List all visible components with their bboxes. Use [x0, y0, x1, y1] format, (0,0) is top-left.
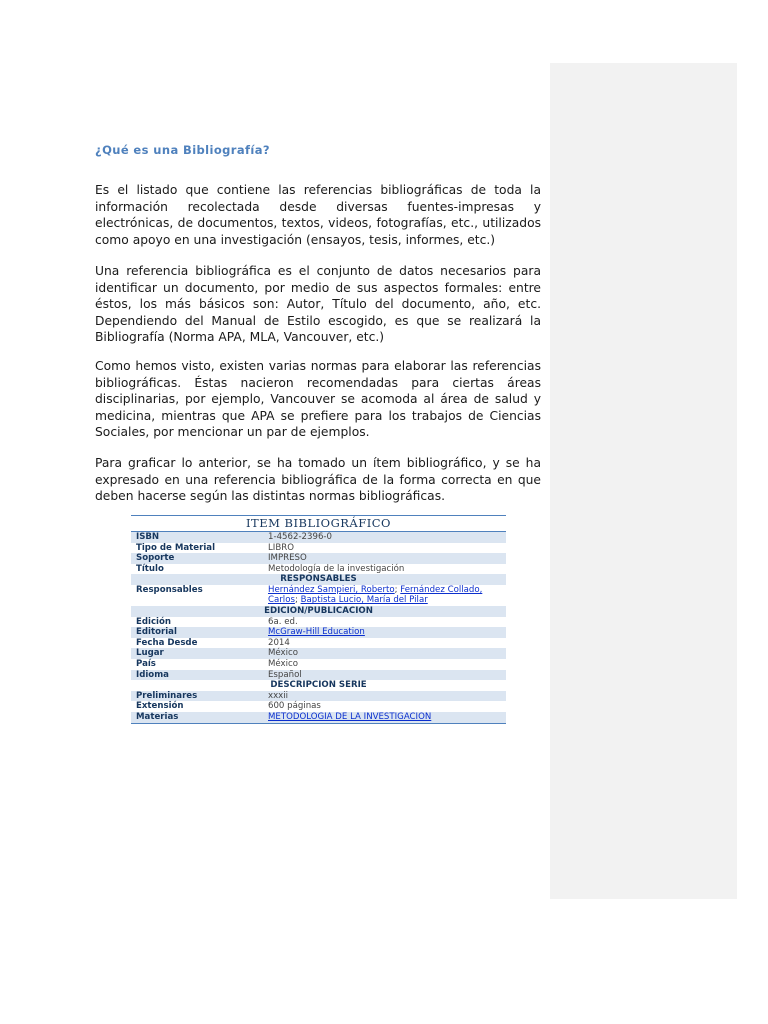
row-label: Idioma: [136, 669, 169, 680]
paragraph-1: Es el listado que contiene las referencias bibliográficas de toda la información recolectada desde diversas fuentes-impresas y electrónicas, de documentos, textos, videos, fotografías, etc., utilizados como apoyo en una investigación (ensayos, tesis, informes, etc.): [95, 183, 541, 247]
table-row-isbn: [131, 532, 506, 543]
table-row-lugar: [131, 648, 506, 659]
row-value: 2014: [268, 637, 290, 648]
row-value: 6a. ed.: [268, 616, 298, 627]
row-value: xxxii: [268, 690, 289, 701]
bibliographic-item-table: [131, 515, 506, 724]
section-edicion: EDICION/PUBLICACION: [131, 606, 506, 617]
row-label: País: [136, 658, 156, 669]
paragraph-2: Una referencia bibliográfica es el conjunto de datos necesarios para identificar un documento, por medio de sus aspectos formales: entre éstos, los más básicos son: Autor, Título del documento, año, etc. Dependiendo del Manual de Estilo escogido, es que se realizará la Bibliografía (Norma APA, MLA, Vancouver, etc.): [95, 264, 541, 345]
table-row-tipo: [131, 543, 506, 554]
section-serie: DESCRIPCION SERIE: [270, 680, 367, 691]
row-label: Título: [136, 563, 164, 574]
row-label: Tipo de Material: [136, 542, 216, 553]
table-row-idioma: [131, 670, 506, 681]
table-row-materias: [131, 712, 506, 723]
row-label: ISBN: [136, 532, 160, 542]
author-link-2[interactable]: Fernández Collado, Carlos: [268, 584, 483, 606]
table-row-titulo: [131, 564, 506, 575]
table-row-extension: [131, 701, 506, 712]
author-link-3[interactable]: Baptista Lucio, María del Pilar: [300, 595, 428, 606]
row-value: LIBRO: [268, 542, 294, 553]
comment-margin: [550, 63, 737, 899]
row-value: Español: [268, 669, 302, 680]
row-label: Editorial: [136, 627, 177, 638]
author-link-1[interactable]: Hernández Sampieri, Roberto: [268, 584, 395, 595]
materias-link[interactable]: METODOLOGIA DE LA INVESTIGACION: [268, 711, 432, 722]
row-label: Lugar: [136, 648, 164, 659]
table-row-edicion: [131, 617, 506, 628]
row-value: México: [268, 658, 299, 669]
table-row-pais: [131, 659, 506, 670]
row-label: Responsables: [136, 584, 203, 595]
table-row-soporte: [131, 553, 506, 564]
row-value: 600 páginas: [268, 701, 321, 712]
row-label: Preliminares: [136, 690, 198, 701]
row-value: IMPRESO: [268, 553, 307, 564]
row-label: Extensión: [136, 701, 184, 712]
row-value: 1-4562-2396-0: [268, 532, 332, 542]
row-value: México: [268, 648, 299, 659]
page-title: ¿Qué es una Bibliografía?: [95, 143, 270, 157]
table-row-preliminares: [131, 691, 506, 702]
paragraph-4: Para graficar lo anterior, se ha tomado un ítem bibliográfico, y se ha expresado en una referencia bibliográfica de la forma correcta en que deben hacerse según las distintas normas bibliográficas.: [95, 456, 541, 504]
table-title: ITEM BIBLIOGRÁFICO: [131, 516, 506, 532]
editorial-link[interactable]: McGraw-Hill Education: [268, 627, 365, 638]
row-value: Hernández Sampieri, Roberto; Fernández Collado, Carlos; Baptista Lucio, María del Pilar: [268, 584, 483, 606]
row-value: [268, 627, 506, 638]
table-row-fecha: [131, 638, 506, 649]
row-label: Materias: [136, 711, 179, 722]
section-responsables: RESPONSABLES: [131, 574, 506, 585]
row-label: Soporte: [136, 553, 175, 564]
row-value: Metodología de la investigación: [268, 563, 405, 574]
table-row-responsables: [131, 585, 506, 606]
table-row-editorial: [131, 627, 506, 638]
row-label: Fecha Desde: [136, 637, 198, 648]
paragraph-3: Como hemos visto, existen varias normas para elaborar las referencias bibliográficas. Éstas nacieron recomendadas para ciertas áreas disciplinarias, por ejemplo, Vancouver se acomoda al área de salud y medicina, mientras que APA se prefiere para los trabajos de Ciencias Sociales, por mencionar un par de ejemplos.: [95, 359, 541, 440]
row-label: Edición: [136, 616, 172, 627]
row-value: [268, 712, 506, 723]
